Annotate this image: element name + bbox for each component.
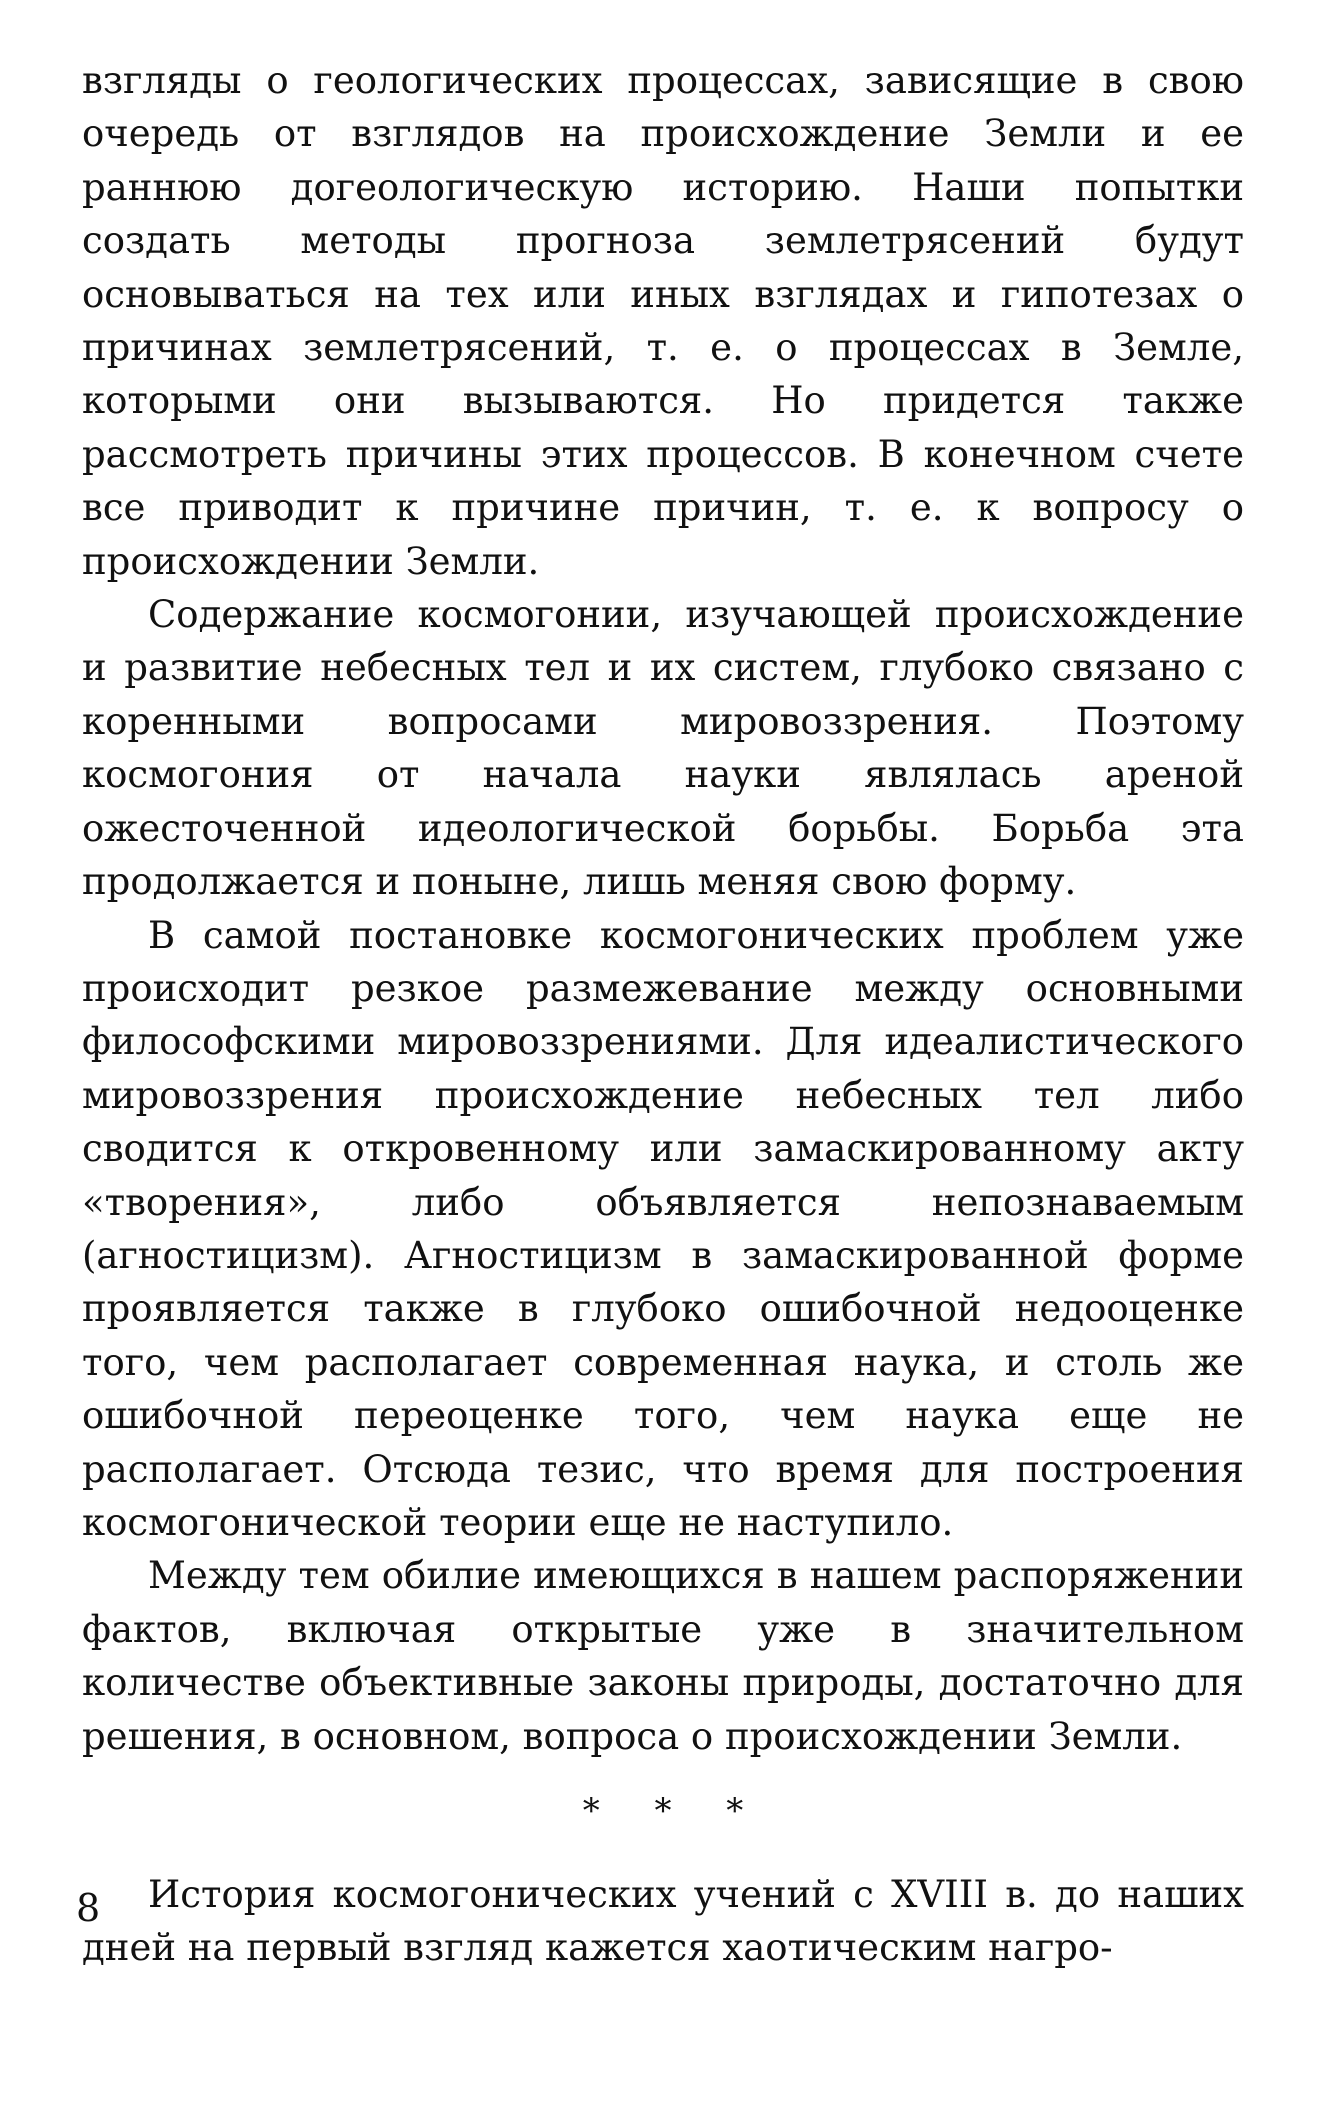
paragraph-4: Между тем обилие имеющихся в нашем распоряжении фактов, включая открытые уже в значительном количестве объективные законы природы, достаточно для решения, в основном, вопроса о происхождении Земли. — [82, 1554, 1244, 1758]
page-number: 8 — [76, 1886, 101, 1930]
section-separator: * * * — [582, 1791, 766, 1831]
paragraph-1: взгляды о геологических процессах, зависящие в свою очередь от взглядов на происхождение Земли и ее раннюю догеологическую историю. Наши попытки создать методы прогноза землетрясений будут основываться на тех или иных взглядах и гипотезах о причинах землетрясений, т. е. о процессах в Земле, которыми они вызываются. Но придется также рассмотреть причины этих процессов. В конечном счете все приводит к причине причин, т. е. к вопросу о происхождении Земли. — [82, 59, 1244, 583]
paragraph-2: Содержание космогонии, изучающей происхождение и развитие небесных тел и их систем, глубоко связано с коренными вопросами мировоззрения. Поэтому космогония от начала науки являлась ареной ожесточенной идеологической борьбы. Борьба эта продолжается и поныне, лишь меняя свою форму. — [82, 593, 1244, 904]
page-content — [82, 54, 1244, 1975]
paragraph-5: История космогонических учений с XVIII в. до наших дней на первый взгляд кажется хаотическим нагро- — [82, 1873, 1244, 1970]
paragraph-3: В самой постановке космогонических проблем уже происходит резкое размежевание между основными философскими мировоззрениями. Для идеалистического мировоззрения происхождение небесных тел либо сводится к откровенному или замаскированному акту «творения», либо объявляется непознаваемым (агностицизм). Агностицизм в замаскированной форме проявляется также в глубоко ошибочной недооценке того, чем располагает современная наука, и столь же ошибочной переоценке того, чем наука еще не располагает. Отсюда тезис, что время для построения космогонической теории еще не наступило. — [82, 913, 1244, 1544]
